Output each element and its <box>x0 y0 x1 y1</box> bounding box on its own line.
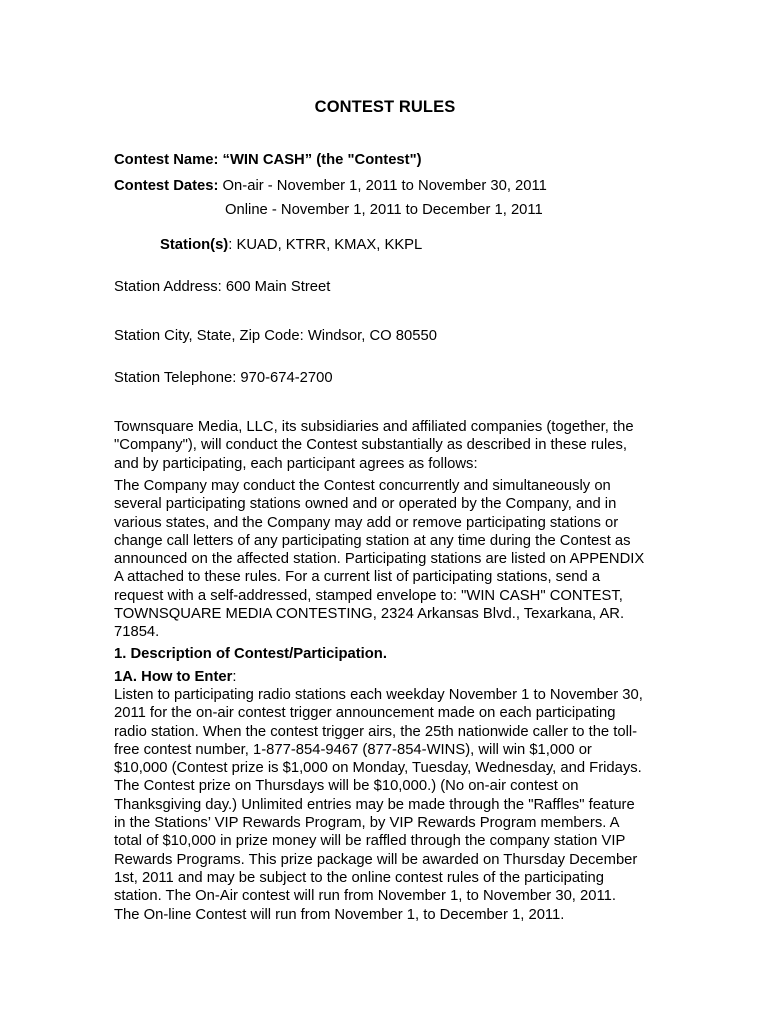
section1a-line: The On-line Contest will run from November 1, to December 1, 2011. <box>114 906 565 923</box>
section1a-heading-line <box>114 668 237 686</box>
section1a-colon: : <box>232 669 237 685</box>
section1a-line: total of $10,000 in prize money will be raffled through the company station VIP <box>114 833 626 850</box>
contest-dates-onair: On-air - November 1, 2011 to November 30, 2011 <box>222 178 547 194</box>
company-paragraph <box>114 477 674 642</box>
contest-dates-online: Online - November 1, 2011 to December 1, 2011 <box>225 202 543 218</box>
stations-label: Station(s) <box>160 237 229 253</box>
section1a-paragraph <box>114 686 674 924</box>
section1a-line: 2011 for the on-air contest trigger announcement made on each participating <box>114 705 616 722</box>
section1a-line: in the Stations’ VIP Rewards Program, by VIP Rewards Program members. A <box>114 815 620 832</box>
company-line: various states, and the Company may add or remove participating stations or <box>114 514 619 531</box>
intro-line: Townsquare Media, LLC, its subsidiaries and affiliated companies (together, the <box>114 419 634 435</box>
company-line: several participating stations owned and or operated by the Company, and in <box>114 496 617 513</box>
company-line: 71854. <box>114 624 160 641</box>
stations-value: : KUAD, KTRR, KMAX, KKPL <box>228 237 423 253</box>
company-line: request with a self-addressed, stamped envelope to: "WIN CASH" CONTEST, <box>114 587 623 604</box>
section1a-line: Rewards Programs. This prize package will be awarded on Thursday December <box>114 851 638 868</box>
contest-dates-line <box>114 177 547 195</box>
section1a-line: 1st, 2011 and may be subject to the online contest rules of the participating <box>114 869 604 886</box>
company-line: A attached to these rules. For a current list of participating stations, send a <box>114 569 601 586</box>
company-line: The Company may conduct the Contest concurrently and simultaneously on <box>114 478 611 494</box>
company-line: change call letters of any participating station at any time during the Contest as <box>114 532 631 549</box>
section1a-line: Thanksgiving day.) Unlimited entries may be made through the "Raffles" feature <box>114 796 635 813</box>
document-title: CONTEST RULES <box>314 98 456 116</box>
section1a-line: $10,000 (Contest prize is $1,000 on Monday, Tuesday, Wednesday, and Fridays. <box>114 760 642 777</box>
intro-line: and by participating, each participant agrees as follows: <box>114 455 478 472</box>
section1a-line: The Contest prize on Thursdays will be $10,000.) (No on-air contest on <box>114 778 579 795</box>
section1a-line: free contest number, 1-877-854-9467 (877-854-WINS), will win $1,000 or <box>114 741 592 758</box>
contest-dates-label: Contest Dates: <box>114 178 219 194</box>
contest-name-label: Contest Name: <box>114 152 219 168</box>
section1a-line: Listen to participating radio stations each weekday November 1 to November 30, <box>114 687 643 703</box>
section1a-line: radio station. When the contest trigger airs, the 25th nationwide caller to the toll- <box>114 723 638 740</box>
intro-paragraph <box>114 418 674 473</box>
section1-heading: 1. Description of Contest/Participation. <box>114 646 387 662</box>
station-address: Station Address: 600 Main Street <box>114 279 331 295</box>
station-telephone: Station Telephone: 970-674-2700 <box>114 370 333 386</box>
contest-name-value: “WIN CASH” (the "Contest") <box>222 152 422 168</box>
company-line: announced on the affected station. Participating stations are listed on APPENDIX <box>114 551 645 568</box>
station-city: Station City, State, Zip Code: Windsor, CO 80550 <box>114 328 437 344</box>
stations-line <box>160 236 422 254</box>
section1a-line: station. The On-Air contest will run from November 1, to November 30, 2011. <box>114 888 616 905</box>
company-line: TOWNSQUARE MEDIA CONTESTING, 2324 Arkansas Blvd., Texarkana, AR. <box>114 606 625 623</box>
contest-name-line <box>114 151 422 169</box>
section1a-heading: 1A. How to Enter <box>114 669 233 685</box>
intro-line: "Company"), will conduct the Contest substantially as described in these rules, <box>114 437 628 454</box>
